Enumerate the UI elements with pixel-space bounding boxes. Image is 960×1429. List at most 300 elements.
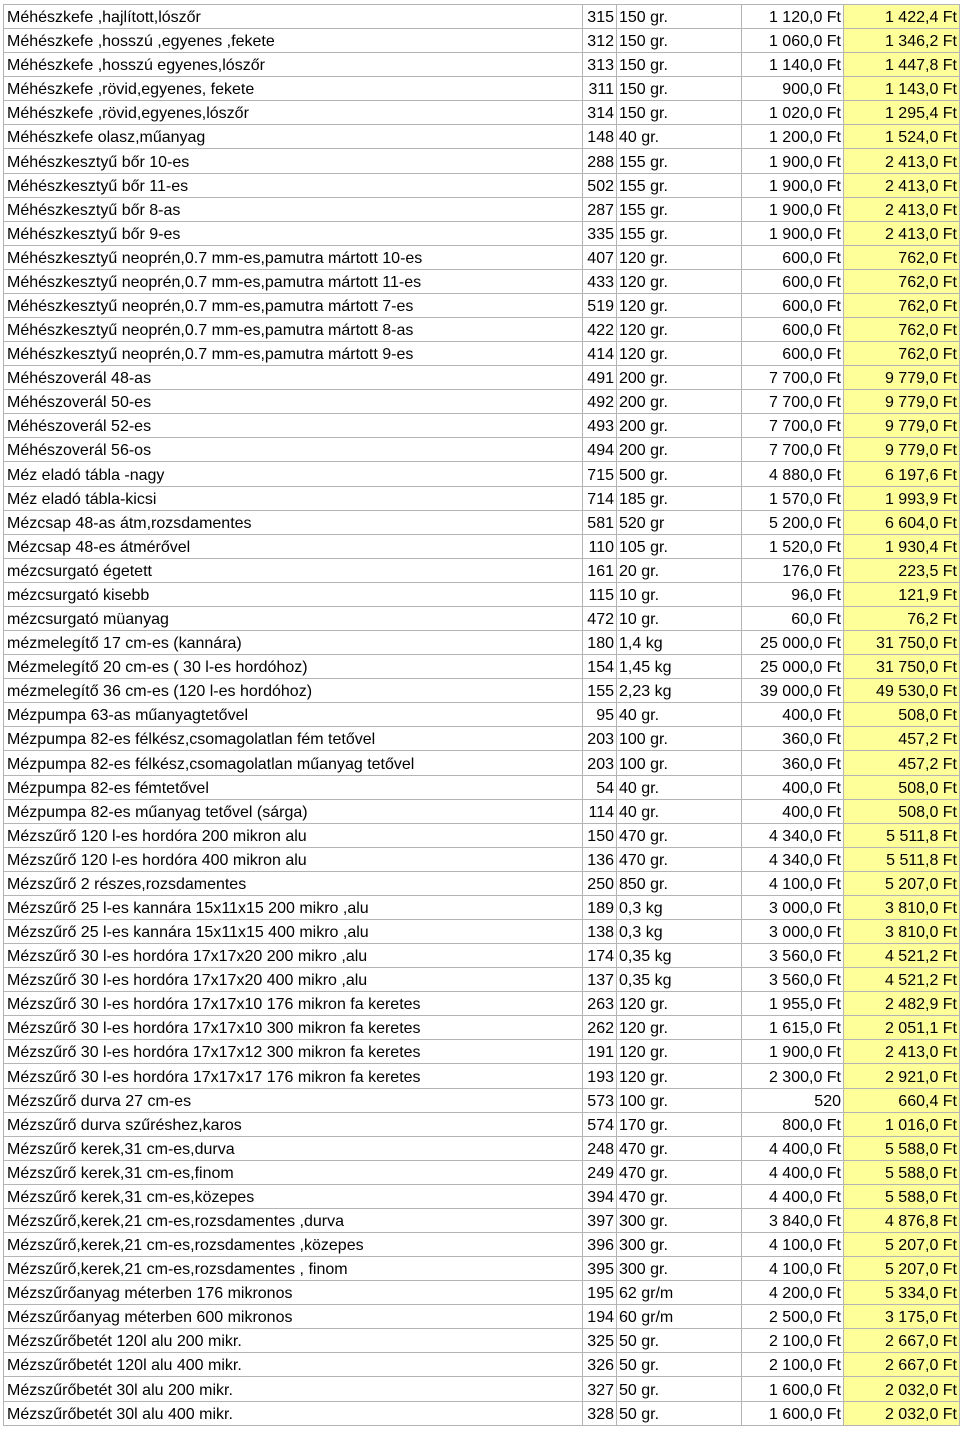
product-name-cell: Mézszűrő 30 l-es hordóra 17x17x17 176 mikron fa keretes (4, 1064, 583, 1088)
weight-cell: 0,35 kg (617, 944, 742, 968)
price-list-table (3, 4, 960, 1426)
gross-price-cell: 5 511,8 Ft (844, 823, 960, 847)
net-price-cell: 1 900,0 Ft (742, 149, 844, 173)
product-code-cell: 193 (583, 1064, 617, 1088)
weight-cell: 150 gr. (617, 101, 742, 125)
product-name-cell: Mézszűrő kerek,31 cm-es,durva (4, 1136, 583, 1160)
table-row (4, 53, 960, 77)
product-name-cell: Mézszűrőbetét 30l alu 200 mikr. (4, 1377, 583, 1401)
product-code-cell: 311 (583, 77, 617, 101)
product-code-cell: 180 (583, 631, 617, 655)
product-name-cell: Mézszűrő 30 l-es hordóra 17x17x10 300 mikron fa keretes (4, 1016, 583, 1040)
gross-price-cell: 5 588,0 Ft (844, 1136, 960, 1160)
table-row (4, 1377, 960, 1401)
product-code-cell: 335 (583, 221, 617, 245)
product-code-cell: 148 (583, 125, 617, 149)
table-row (4, 799, 960, 823)
product-name-cell: Méhészoverál 52-es (4, 414, 583, 438)
table-row (4, 751, 960, 775)
gross-price-cell: 2 413,0 Ft (844, 149, 960, 173)
table-row (4, 968, 960, 992)
weight-cell: 120 gr. (617, 1016, 742, 1040)
table-row (4, 245, 960, 269)
weight-cell: 200 gr. (617, 390, 742, 414)
weight-cell: 40 gr. (617, 125, 742, 149)
product-name-cell: Méhészkefe ,hajlított,lószőr (4, 5, 583, 29)
product-name-cell: Mézszűrő durva szűréshez,karos (4, 1112, 583, 1136)
weight-cell: 150 gr. (617, 5, 742, 29)
weight-cell: 105 gr. (617, 534, 742, 558)
product-code-cell: 54 (583, 775, 617, 799)
product-name-cell: Méz eladó tábla-kicsi (4, 486, 583, 510)
net-price-cell: 4 400,0 Ft (742, 1160, 844, 1184)
table-row (4, 655, 960, 679)
product-name-cell: Mézszűrő 25 l-es kannára 15x11x15 400 mikro ,alu (4, 919, 583, 943)
weight-cell: 50 gr. (617, 1329, 742, 1353)
gross-price-cell: 762,0 Ft (844, 245, 960, 269)
product-code-cell: 150 (583, 823, 617, 847)
product-name-cell: Mézszűrő 30 l-es hordóra 17x17x12 300 mikron fa keretes (4, 1040, 583, 1064)
net-price-cell: 2 500,0 Ft (742, 1305, 844, 1329)
table-row (4, 1208, 960, 1232)
product-name-cell: Méhészkesztyű bőr 9-es (4, 221, 583, 245)
gross-price-cell: 4 521,2 Ft (844, 968, 960, 992)
net-price-cell: 4 880,0 Ft (742, 462, 844, 486)
product-name-cell: Mézszűrő kerek,31 cm-es,közepes (4, 1184, 583, 1208)
product-name-cell: Mézszűrő 30 l-es hordóra 17x17x20 400 mikro ,alu (4, 968, 583, 992)
weight-cell: 120 gr. (617, 1064, 742, 1088)
product-name-cell: Mézszűrő 30 l-es hordóra 17x17x10 176 mikron fa keretes (4, 992, 583, 1016)
table-row (4, 269, 960, 293)
net-price-cell: 2 100,0 Ft (742, 1353, 844, 1377)
table-row (4, 101, 960, 125)
product-name-cell: Méhészoverál 56-os (4, 438, 583, 462)
weight-cell: 120 gr. (617, 1040, 742, 1064)
gross-price-cell: 2 413,0 Ft (844, 1040, 960, 1064)
weight-cell: 120 gr. (617, 318, 742, 342)
product-name-cell: Méhészkesztyű bőr 10-es (4, 149, 583, 173)
table-row (4, 1112, 960, 1136)
product-name-cell: Mézpumpa 82-es fémtetővel (4, 775, 583, 799)
table-row (4, 847, 960, 871)
product-name-cell: Méhészkesztyű bőr 8-as (4, 197, 583, 221)
product-name-cell: Mézszűrő kerek,31 cm-es,finom (4, 1160, 583, 1184)
product-code-cell: 138 (583, 919, 617, 943)
table-row (4, 1305, 960, 1329)
product-name-cell: Méhészkesztyű neoprén,0.7 mm-es,pamutra mártott 10-es (4, 245, 583, 269)
product-code-cell: 194 (583, 1305, 617, 1329)
table-row (4, 823, 960, 847)
weight-cell: 50 gr. (617, 1401, 742, 1425)
table-row (4, 1136, 960, 1160)
product-code-cell: 328 (583, 1401, 617, 1425)
product-code-cell: 314 (583, 101, 617, 125)
product-code-cell: 154 (583, 655, 617, 679)
weight-cell: 100 gr. (617, 1088, 742, 1112)
gross-price-cell: 1 295,4 Ft (844, 101, 960, 125)
gross-price-cell: 2 032,0 Ft (844, 1401, 960, 1425)
table-row (4, 390, 960, 414)
product-name-cell: Méhészkefe ,rövid,egyenes, fekete (4, 77, 583, 101)
product-name-cell: Méhészoverál 48-as (4, 366, 583, 390)
table-row (4, 438, 960, 462)
product-code-cell: 203 (583, 751, 617, 775)
net-price-cell: 1 020,0 Ft (742, 101, 844, 125)
gross-price-cell: 5 588,0 Ft (844, 1184, 960, 1208)
table-row (4, 414, 960, 438)
gross-price-cell: 5 511,8 Ft (844, 847, 960, 871)
table-row (4, 631, 960, 655)
gross-price-cell: 1 930,4 Ft (844, 534, 960, 558)
net-price-cell: 4 400,0 Ft (742, 1184, 844, 1208)
gross-price-cell: 762,0 Ft (844, 342, 960, 366)
table-row (4, 486, 960, 510)
net-price-cell: 1 120,0 Ft (742, 5, 844, 29)
weight-cell: 120 gr. (617, 269, 742, 293)
net-price-cell: 4 100,0 Ft (742, 1232, 844, 1256)
weight-cell: 520 gr (617, 510, 742, 534)
product-name-cell: Mézmelegítő 20 cm-es ( 30 l-es hordóhoz) (4, 655, 583, 679)
weight-cell: 120 gr. (617, 992, 742, 1016)
weight-cell: 170 gr. (617, 1112, 742, 1136)
gross-price-cell: 9 779,0 Ft (844, 390, 960, 414)
product-code-cell: 493 (583, 414, 617, 438)
product-name-cell: Méhészkesztyű neoprén,0.7 mm-es,pamutra mártott 11-es (4, 269, 583, 293)
product-name-cell: Mézpumpa 82-es félkész,csomagolatlan fém tetővel (4, 727, 583, 751)
weight-cell: 300 gr. (617, 1232, 742, 1256)
product-code-cell: 191 (583, 1040, 617, 1064)
product-code-cell: 313 (583, 53, 617, 77)
net-price-cell: 2 300,0 Ft (742, 1064, 844, 1088)
net-price-cell: 360,0 Ft (742, 727, 844, 751)
gross-price-cell: 508,0 Ft (844, 775, 960, 799)
weight-cell: 40 gr. (617, 775, 742, 799)
product-code-cell: 519 (583, 293, 617, 317)
net-price-cell: 360,0 Ft (742, 751, 844, 775)
product-code-cell: 137 (583, 968, 617, 992)
net-price-cell: 600,0 Ft (742, 342, 844, 366)
net-price-cell: 2 100,0 Ft (742, 1329, 844, 1353)
net-price-cell: 1 520,0 Ft (742, 534, 844, 558)
table-row (4, 1353, 960, 1377)
product-code-cell: 249 (583, 1160, 617, 1184)
product-code-cell: 250 (583, 871, 617, 895)
product-code-cell: 195 (583, 1281, 617, 1305)
gross-price-cell: 1 016,0 Ft (844, 1112, 960, 1136)
product-code-cell: 581 (583, 510, 617, 534)
net-price-cell: 3 560,0 Ft (742, 968, 844, 992)
table-row (4, 919, 960, 943)
product-code-cell: 136 (583, 847, 617, 871)
weight-cell: 150 gr. (617, 29, 742, 53)
net-price-cell: 4 340,0 Ft (742, 847, 844, 871)
table-row (4, 318, 960, 342)
gross-price-cell: 9 779,0 Ft (844, 438, 960, 462)
gross-price-cell: 4 521,2 Ft (844, 944, 960, 968)
product-name-cell: Méhészkefe ,hosszú ,egyenes ,fekete (4, 29, 583, 53)
price-list-body (4, 5, 960, 1426)
table-row (4, 173, 960, 197)
net-price-cell: 1 600,0 Ft (742, 1377, 844, 1401)
net-price-cell: 1 955,0 Ft (742, 992, 844, 1016)
weight-cell: 40 gr. (617, 799, 742, 823)
table-row (4, 197, 960, 221)
product-code-cell: 327 (583, 1377, 617, 1401)
gross-price-cell: 6 604,0 Ft (844, 510, 960, 534)
table-row (4, 510, 960, 534)
weight-cell: 0,3 kg (617, 895, 742, 919)
weight-cell: 155 gr. (617, 149, 742, 173)
net-price-cell: 1 200,0 Ft (742, 125, 844, 149)
net-price-cell: 3 000,0 Ft (742, 895, 844, 919)
net-price-cell: 4 340,0 Ft (742, 823, 844, 847)
net-price-cell: 1 615,0 Ft (742, 1016, 844, 1040)
weight-cell: 10 gr. (617, 582, 742, 606)
gross-price-cell: 3 175,0 Ft (844, 1305, 960, 1329)
product-name-cell: Méhészkefe ,hosszú egyenes,lószőr (4, 53, 583, 77)
net-price-cell: 4 200,0 Ft (742, 1281, 844, 1305)
weight-cell: 200 gr. (617, 414, 742, 438)
net-price-cell: 520 (742, 1088, 844, 1112)
net-price-cell: 3 840,0 Ft (742, 1208, 844, 1232)
product-code-cell: 315 (583, 5, 617, 29)
table-row (4, 1281, 960, 1305)
product-name-cell: Méhészkesztyű neoprén,0.7 mm-es,pamutra mártott 8-as (4, 318, 583, 342)
gross-price-cell: 3 810,0 Ft (844, 919, 960, 943)
table-row (4, 1040, 960, 1064)
weight-cell: 155 gr. (617, 221, 742, 245)
net-price-cell: 900,0 Ft (742, 77, 844, 101)
net-price-cell: 39 000,0 Ft (742, 679, 844, 703)
net-price-cell: 3 560,0 Ft (742, 944, 844, 968)
weight-cell: 300 gr. (617, 1257, 742, 1281)
net-price-cell: 1 060,0 Ft (742, 29, 844, 53)
product-name-cell: Mézpumpa 82-es félkész,csomagolatlan műanyag tetővel (4, 751, 583, 775)
product-name-cell: Mézcsap 48-as átm,rozsdamentes (4, 510, 583, 534)
gross-price-cell: 762,0 Ft (844, 318, 960, 342)
product-code-cell: 573 (583, 1088, 617, 1112)
weight-cell: 470 gr. (617, 823, 742, 847)
product-code-cell: 414 (583, 342, 617, 366)
gross-price-cell: 4 876,8 Ft (844, 1208, 960, 1232)
gross-price-cell: 31 750,0 Ft (844, 631, 960, 655)
net-price-cell: 800,0 Ft (742, 1112, 844, 1136)
gross-price-cell: 457,2 Ft (844, 727, 960, 751)
gross-price-cell: 2 413,0 Ft (844, 221, 960, 245)
gross-price-cell: 1 143,0 Ft (844, 77, 960, 101)
product-code-cell: 714 (583, 486, 617, 510)
weight-cell: 500 gr. (617, 462, 742, 486)
table-row (4, 1088, 960, 1112)
weight-cell: 50 gr. (617, 1377, 742, 1401)
product-name-cell: Méhészkesztyű bőr 11-es (4, 173, 583, 197)
weight-cell: 1,4 kg (617, 631, 742, 655)
table-row (4, 1329, 960, 1353)
table-row (4, 582, 960, 606)
net-price-cell: 4 100,0 Ft (742, 1257, 844, 1281)
product-name-cell: Méhészkefe olasz,műanyag (4, 125, 583, 149)
gross-price-cell: 1 993,9 Ft (844, 486, 960, 510)
gross-price-cell: 9 779,0 Ft (844, 414, 960, 438)
product-code-cell: 407 (583, 245, 617, 269)
gross-price-cell: 2 051,1 Ft (844, 1016, 960, 1040)
table-row (4, 727, 960, 751)
weight-cell: 0,3 kg (617, 919, 742, 943)
product-name-cell: Méhészkesztyű neoprén,0.7 mm-es,pamutra mártott 9-es (4, 342, 583, 366)
gross-price-cell: 5 588,0 Ft (844, 1160, 960, 1184)
net-price-cell: 25 000,0 Ft (742, 655, 844, 679)
gross-price-cell: 31 750,0 Ft (844, 655, 960, 679)
gross-price-cell: 3 810,0 Ft (844, 895, 960, 919)
product-code-cell: 288 (583, 149, 617, 173)
product-name-cell: Mézszűrő 25 l-es kannára 15x11x15 200 mikro ,alu (4, 895, 583, 919)
product-name-cell: Mézszűrő,kerek,21 cm-es,rozsdamentes ,durva (4, 1208, 583, 1232)
net-price-cell: 5 200,0 Ft (742, 510, 844, 534)
table-row (4, 1160, 960, 1184)
gross-price-cell: 508,0 Ft (844, 703, 960, 727)
product-code-cell: 574 (583, 1112, 617, 1136)
product-name-cell: Méhészoverál 50-es (4, 390, 583, 414)
net-price-cell: 1 140,0 Ft (742, 53, 844, 77)
table-row (4, 366, 960, 390)
product-code-cell: 492 (583, 390, 617, 414)
gross-price-cell: 2 413,0 Ft (844, 173, 960, 197)
product-code-cell: 422 (583, 318, 617, 342)
product-code-cell: 395 (583, 1257, 617, 1281)
table-row (4, 293, 960, 317)
weight-cell: 155 gr. (617, 197, 742, 221)
net-price-cell: 400,0 Ft (742, 703, 844, 727)
gross-price-cell: 9 779,0 Ft (844, 366, 960, 390)
gross-price-cell: 1 422,4 Ft (844, 5, 960, 29)
table-row (4, 871, 960, 895)
product-code-cell: 326 (583, 1353, 617, 1377)
net-price-cell: 25 000,0 Ft (742, 631, 844, 655)
product-code-cell: 396 (583, 1232, 617, 1256)
gross-price-cell: 2 667,0 Ft (844, 1353, 960, 1377)
weight-cell: 60 gr/m (617, 1305, 742, 1329)
net-price-cell: 4 100,0 Ft (742, 871, 844, 895)
table-row (4, 221, 960, 245)
product-code-cell: 325 (583, 1329, 617, 1353)
net-price-cell: 1 600,0 Ft (742, 1401, 844, 1425)
product-code-cell: 189 (583, 895, 617, 919)
gross-price-cell: 6 197,6 Ft (844, 462, 960, 486)
product-code-cell: 203 (583, 727, 617, 751)
product-code-cell: 248 (583, 1136, 617, 1160)
weight-cell: 100 gr. (617, 727, 742, 751)
gross-price-cell: 762,0 Ft (844, 269, 960, 293)
weight-cell: 150 gr. (617, 53, 742, 77)
table-row (4, 1401, 960, 1425)
product-name-cell: Mézszűrőanyag méterben 600 mikronos (4, 1305, 583, 1329)
net-price-cell: 3 000,0 Ft (742, 919, 844, 943)
table-row (4, 558, 960, 582)
gross-price-cell: 76,2 Ft (844, 606, 960, 630)
weight-cell: 185 gr. (617, 486, 742, 510)
net-price-cell: 400,0 Ft (742, 775, 844, 799)
gross-price-cell: 2 921,0 Ft (844, 1064, 960, 1088)
product-name-cell: Mézpumpa 82-es műanyag tetővel (sárga) (4, 799, 583, 823)
product-code-cell: 397 (583, 1208, 617, 1232)
product-code-cell: 155 (583, 679, 617, 703)
table-row (4, 1184, 960, 1208)
weight-cell: 20 gr. (617, 558, 742, 582)
net-price-cell: 96,0 Ft (742, 582, 844, 606)
product-name-cell: Méhészkesztyű neoprén,0.7 mm-es,pamutra mártott 7-es (4, 293, 583, 317)
table-row (4, 944, 960, 968)
product-code-cell: 433 (583, 269, 617, 293)
product-name-cell: Mézszűrőbetét 30l alu 400 mikr. (4, 1401, 583, 1425)
table-row (4, 775, 960, 799)
net-price-cell: 1 900,0 Ft (742, 221, 844, 245)
table-row (4, 534, 960, 558)
product-name-cell: mézmelegítő 17 cm-es (kannára) (4, 631, 583, 655)
weight-cell: 40 gr. (617, 703, 742, 727)
product-code-cell: 502 (583, 173, 617, 197)
weight-cell: 100 gr. (617, 751, 742, 775)
product-code-cell: 472 (583, 606, 617, 630)
weight-cell: 62 gr/m (617, 1281, 742, 1305)
table-row (4, 149, 960, 173)
gross-price-cell: 2 667,0 Ft (844, 1329, 960, 1353)
product-name-cell: Mézszűrő 120 l-es hordóra 200 mikron alu (4, 823, 583, 847)
net-price-cell: 7 700,0 Ft (742, 390, 844, 414)
product-name-cell: Mézszűrőanyag méterben 176 mikronos (4, 1281, 583, 1305)
product-name-cell: Mézszűrő,kerek,21 cm-es,rozsdamentes ,közepes (4, 1232, 583, 1256)
product-code-cell: 287 (583, 197, 617, 221)
gross-price-cell: 5 207,0 Ft (844, 1232, 960, 1256)
weight-cell: 120 gr. (617, 342, 742, 366)
gross-price-cell: 508,0 Ft (844, 799, 960, 823)
weight-cell: 155 gr. (617, 173, 742, 197)
product-code-cell: 312 (583, 29, 617, 53)
table-row (4, 895, 960, 919)
weight-cell: 470 gr. (617, 847, 742, 871)
gross-price-cell: 2 413,0 Ft (844, 197, 960, 221)
product-code-cell: 161 (583, 558, 617, 582)
product-name-cell: Mézcsap 48-es átmérővel (4, 534, 583, 558)
net-price-cell: 7 700,0 Ft (742, 414, 844, 438)
gross-price-cell: 121,9 Ft (844, 582, 960, 606)
weight-cell: 470 gr. (617, 1184, 742, 1208)
gross-price-cell: 5 207,0 Ft (844, 1257, 960, 1281)
product-name-cell: Méhészkefe ,rövid,egyenes,lószőr (4, 101, 583, 125)
table-row (4, 29, 960, 53)
product-name-cell: mézcsurgató müanyag (4, 606, 583, 630)
weight-cell: 470 gr. (617, 1136, 742, 1160)
product-code-cell: 115 (583, 582, 617, 606)
product-name-cell: mézcsurgató égetett (4, 558, 583, 582)
gross-price-cell: 762,0 Ft (844, 293, 960, 317)
product-name-cell: mézmelegítő 36 cm-es (120 l-es hordóhoz) (4, 679, 583, 703)
table-row (4, 992, 960, 1016)
table-row (4, 1232, 960, 1256)
net-price-cell: 4 400,0 Ft (742, 1136, 844, 1160)
product-code-cell: 715 (583, 462, 617, 486)
table-row (4, 1257, 960, 1281)
net-price-cell: 600,0 Ft (742, 269, 844, 293)
product-code-cell: 110 (583, 534, 617, 558)
gross-price-cell: 1 447,8 Ft (844, 53, 960, 77)
net-price-cell: 1 900,0 Ft (742, 1040, 844, 1064)
weight-cell: 2,23 kg (617, 679, 742, 703)
net-price-cell: 60,0 Ft (742, 606, 844, 630)
product-name-cell: Mézszűrőbetét 120l alu 400 mikr. (4, 1353, 583, 1377)
gross-price-cell: 49 530,0 Ft (844, 679, 960, 703)
product-name-cell: Mézszűrő 30 l-es hordóra 17x17x20 200 mikro ,alu (4, 944, 583, 968)
weight-cell: 120 gr. (617, 245, 742, 269)
